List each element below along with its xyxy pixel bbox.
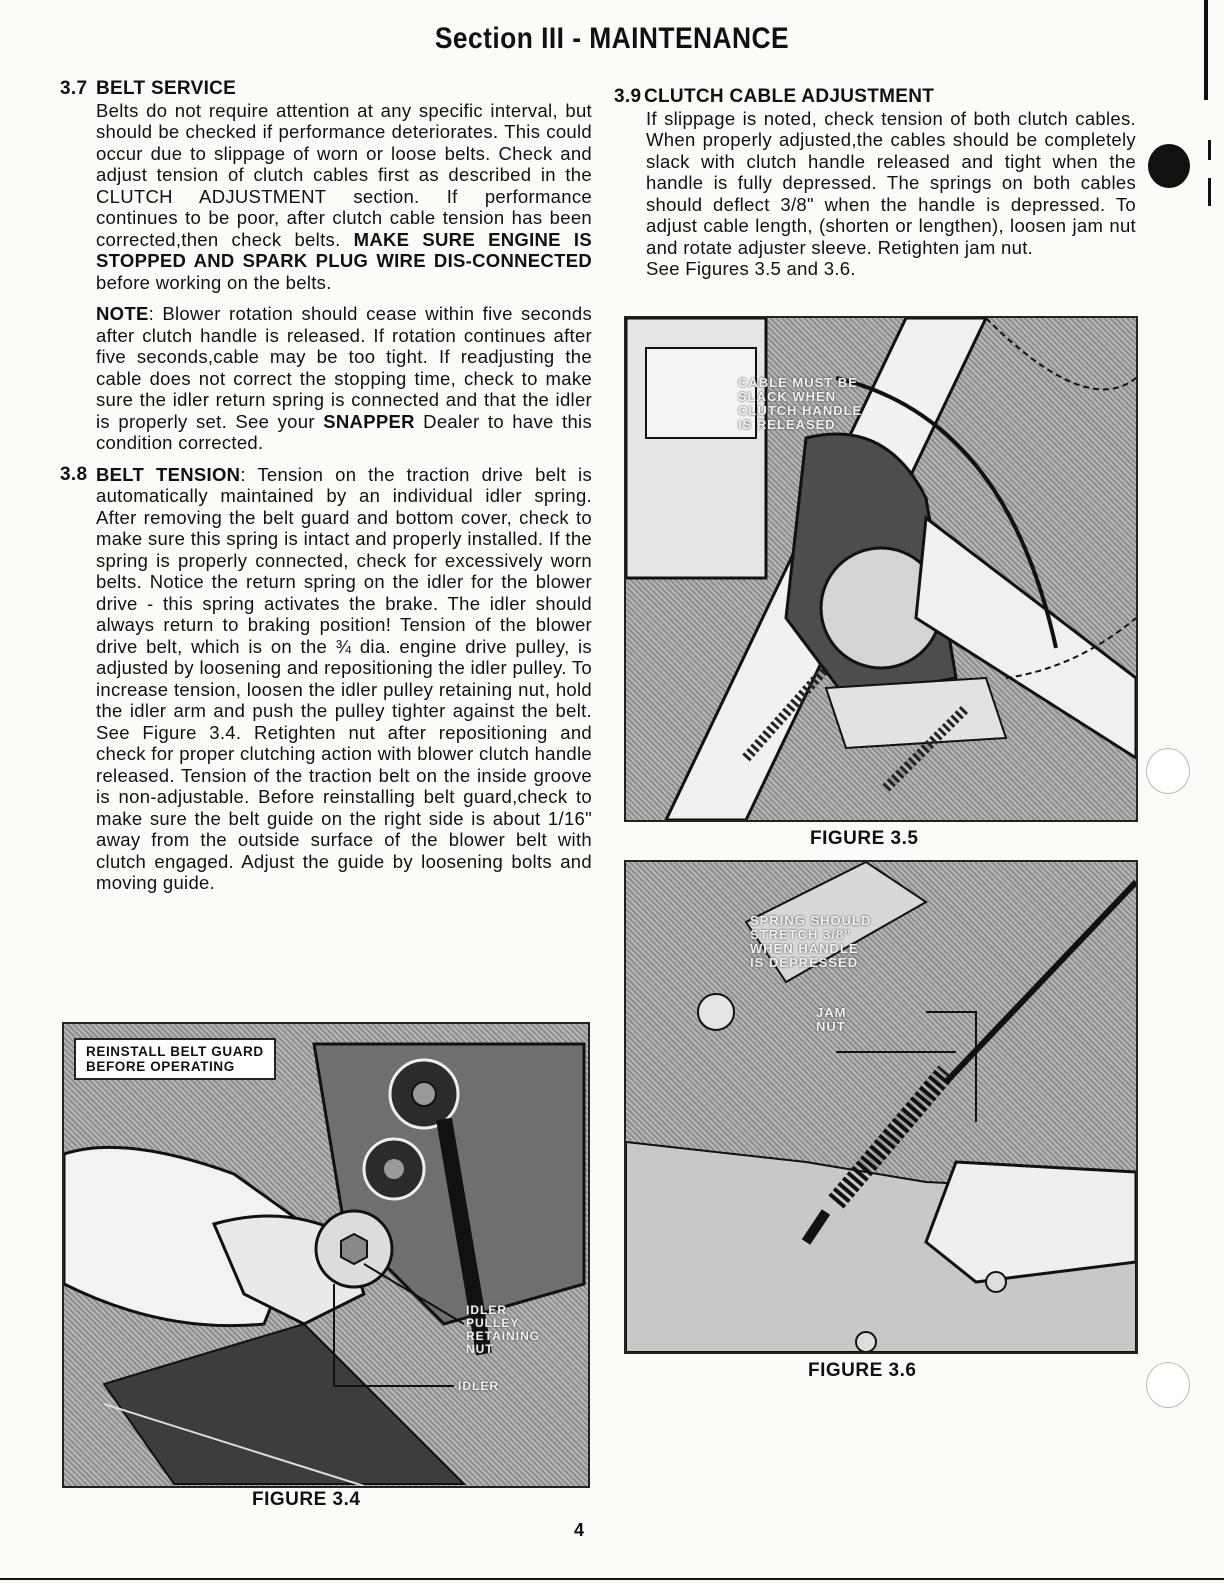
section-heading: [60, 78, 592, 100]
section-heading: [614, 86, 1136, 108]
figure-3-4-caption: FIGURE 3.4: [252, 1489, 361, 1510]
spring-stretch-illustration: [626, 862, 1136, 1352]
paragraph-text: Belts do not require attention at any specific interval, but should be checked if performance deteriorates. This could occur due to slippage of worn or loose belts. Check and adjust tension of clutch cables first as described in the CLUTCH ADJUSTMENT section. If performance continues to be poor, after clutch cable tension has been corrected,then check belts.: [96, 99, 592, 250]
label-line: PULLEY: [466, 1316, 520, 1330]
figure-3-5-caption: FIGURE 3.5: [810, 828, 919, 849]
binder-hole: [1148, 144, 1190, 188]
section-number: 3.7: [60, 78, 88, 99]
binder-hole: [1146, 1362, 1190, 1408]
belt-pulley-illustration: [64, 1024, 588, 1486]
belt-tension-paragraph: [96, 464, 592, 894]
note-text-end: Dealer to have this condition corrected.: [96, 410, 593, 453]
figure-3-5-image: [624, 316, 1138, 822]
paragraph-text-end: before working on the belts.: [96, 271, 332, 293]
label-line: SPRING SHOULD: [750, 913, 872, 928]
label-line: CABLE MUST BE: [738, 375, 858, 390]
scan-edge-mark: [0, 1578, 1224, 1580]
section-title: BELT SERVICE: [96, 78, 237, 99]
brand-name: SNAPPER: [323, 410, 415, 432]
label-line: SLACK WHEN: [738, 389, 837, 404]
page-title: Section III - MAINTENANCE: [434, 22, 790, 55]
section-title: CLUTCH CABLE ADJUSTMENT: [644, 86, 935, 107]
scan-edge-mark: [1204, 0, 1208, 100]
see-figures-line: See Figures 3.5 and 3.6.: [646, 258, 856, 279]
section-3-8: [60, 464, 592, 894]
paragraph-text: : Tension on the traction drive belt is automatically maintained by an individual idler spring. After removing the belt guard and bottom cover, check to make sure this spring is intact and properly installed. If the spring is properly connected, check for excessively worn belts. Notice the return spring on the idler for the blower drive - this spring activates the brake. The idler should always return to braking position! Tension of the blower drive belt, which is on the ¾ dia. engine drive pulley, is adjusted by loosening and repositioning the idler pulley. To increase tension, loosen the idler pulley retaining nut, hold the idler arm and push the pulley tighter against the belt. See Figure 3.4. Retighten nut after repositioning and check for proper clutching action with blower clutch handle released. Tension of the traction belt on the inside groove is non-adjustable. Before reinstalling belt guard,check to make sure the belt guide on the right side is about 1/16" away from the outside surface of the blower belt with clutch engaged. Adjust the guide by loosening bolts and moving guide.: [96, 463, 593, 893]
label-line: IS RELEASED: [738, 417, 836, 432]
scan-edge-mark: [1208, 140, 1211, 160]
label-line: CLUTCH HANDLE: [738, 403, 863, 418]
section-3-7: [60, 78, 592, 454]
left-column: [60, 78, 592, 894]
binder-hole: [1146, 748, 1190, 794]
section-title: BELT TENSION: [96, 463, 241, 485]
figure-3-6-caption: FIGURE 3.6: [808, 1360, 917, 1381]
label-line: IDLER: [466, 1303, 507, 1317]
section-number: 3.9: [614, 86, 642, 107]
label-line: RETAINING: [466, 1329, 541, 1343]
idler-pulley-retaining-nut-label: [466, 1304, 540, 1356]
section-number: 3.8: [60, 463, 88, 485]
callout-line: BEFORE OPERATING: [86, 1059, 235, 1074]
reinstall-guard-callout: [74, 1038, 276, 1080]
note-label: NOTE: [96, 303, 149, 324]
jam-nut-label: [816, 1006, 846, 1034]
figure-3-4-image: [62, 1022, 590, 1488]
right-column: [614, 86, 1136, 280]
label-line: NUT: [466, 1342, 494, 1356]
warning-text: MAKE SURE ENGINE IS STOPPED AND SPARK PLUG WIRE DIS-CONNECTED: [96, 228, 592, 271]
spring-stretch-label: [750, 914, 871, 970]
scan-edge-mark: [1208, 178, 1211, 206]
label-line: NUT: [816, 1019, 846, 1034]
section-3-9: [614, 86, 1136, 280]
label-line: WHEN HANDLE: [750, 941, 859, 956]
label-line: JAM: [816, 1005, 847, 1020]
figure-3-6-image: [624, 860, 1138, 1354]
page-number: 4: [574, 1520, 585, 1540]
label-line: STRETCH 3/8": [750, 927, 852, 942]
callout-line: REINSTALL BELT GUARD: [86, 1044, 264, 1059]
clutch-cable-slack-illustration: [626, 318, 1136, 820]
belt-service-paragraph: [96, 100, 592, 294]
clutch-cable-paragraph: If slippage is noted, check tension of both clutch cables. When properly adjusted,the cables should be completely slack with clutch handle released and tight when the handle is fully depressed. The springs on both cables should deflect 3/8" when the handle is depressed. To adjust cable length, (shorten or lengthen), loosen jam nut and rotate adjuster sleeve. Retighten jam nut.: [646, 107, 1136, 258]
note-text: : Blower rotation should cease within five seconds after clutch handle is released. If rotation continues after five seconds,cable may be too tight. If readjusting the cable does not correct the stopping time, check to make sure the idler return spring is connected and that the idler is properly set. See your: [96, 303, 592, 432]
label-line: IS DEPRESSED: [750, 955, 859, 970]
idler-label: IDLER: [458, 1379, 499, 1393]
cable-slack-label: [738, 376, 862, 432]
note-paragraph: [96, 303, 592, 454]
